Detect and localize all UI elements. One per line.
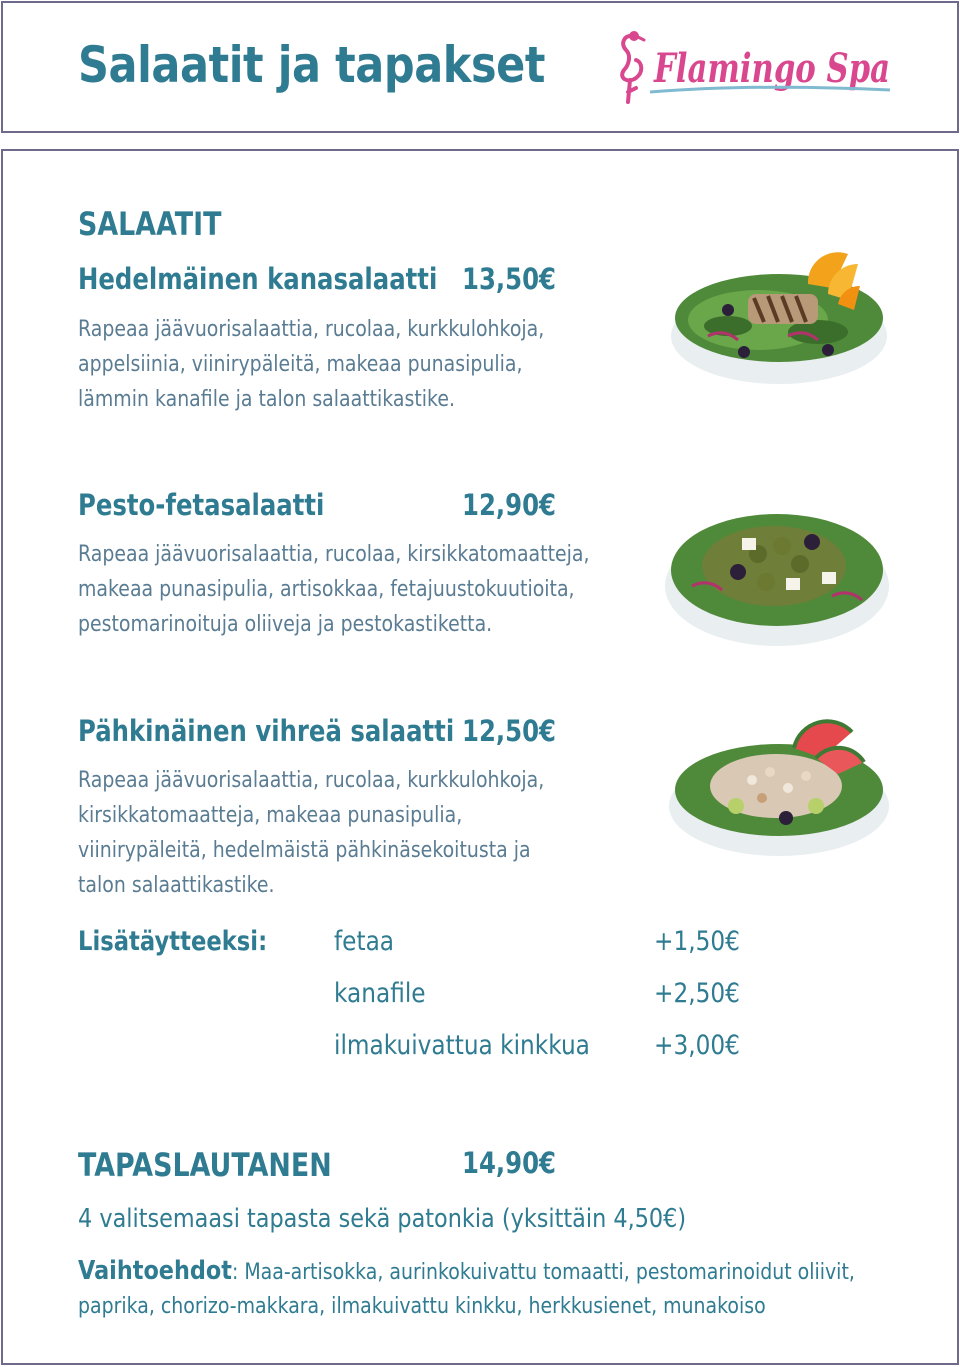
menu-item-description <box>78 537 646 642</box>
extra-item-name: kanafile <box>334 978 426 1009</box>
nutty-green-salad-image <box>666 710 892 860</box>
tapas-alternatives-line-2: paprika, chorizo-makkara, ilmakuivattu kinkku, herkkusienet, munakoiso <box>78 1294 766 1319</box>
extra-item-price: +2,50€ <box>654 978 740 1009</box>
chicken-fruit-salad-image <box>668 246 890 388</box>
description-line: appelsiinia, viinirypäleitä, makeaa punasipulia, <box>78 352 523 377</box>
alternatives-text: Maa-artisokka, aurinkokuivattu tomaatti, pestomarinoidut oliivit, <box>244 1260 855 1285</box>
description-line: Rapeaa jäävuorisalaattia, rucolaa, kirsikkatomaatteja, <box>78 542 590 567</box>
description-line: viinirypäleitä, hedelmäistä pähkinäsekoitusta ja <box>78 838 531 863</box>
logo-text: Flamingo Spa <box>653 45 890 92</box>
tapas-alternatives-line: Vaihtoehdot: Maa-artisokka, aurinkokuivattu tomaatti, pestomarinoidut oliivit, <box>78 1256 855 1286</box>
page-title: Salaatit ja tapakset <box>78 36 545 94</box>
flamingo-icon <box>622 33 644 102</box>
menu-item-name: Pesto-fetasalaatti <box>78 488 325 522</box>
description-line: lämmin kanafile ja talon salaattikastike. <box>78 387 456 412</box>
extra-item-price: +1,50€ <box>654 926 740 957</box>
description-line: talon salaattikastike. <box>78 873 275 898</box>
menu-item-description <box>78 312 646 417</box>
menu-item-name: Pähkinäinen vihreä salaatti <box>78 714 455 748</box>
tapas-price: 14,90€ <box>462 1146 557 1180</box>
description-line: makeaa punasipulia, artisokkaa, fetajuustokuutioita, <box>78 577 575 602</box>
description-line: Rapeaa jäävuorisalaattia, rucolaa, kurkkulohkoja, <box>78 317 545 342</box>
pesto-feta-salad-image <box>662 486 892 652</box>
extras-label: Lisätäytteeksi: <box>78 926 268 957</box>
alternatives-label: Vaihtoehdot <box>78 1256 232 1286</box>
extra-item-name: fetaa <box>334 926 395 957</box>
tapas-title: TAPASLAUTANEN <box>78 1146 332 1184</box>
menu-item-price: 13,50€ <box>462 262 557 296</box>
menu-item-name: Hedelmäinen kanasalaatti <box>78 262 438 296</box>
extra-item-name: ilmakuivattua kinkkua <box>334 1030 590 1061</box>
menu-item-description <box>78 763 646 903</box>
menu-item-price: 12,90€ <box>462 488 557 522</box>
description-line: pestomarinoituja oliiveja ja pestokastiketta. <box>78 612 493 637</box>
flamingo-spa-logo <box>606 26 896 106</box>
extra-item-price: +3,00€ <box>654 1030 740 1061</box>
tapas-description: 4 valitsemaasi tapasta sekä patonkia (yksittäin 4,50€) <box>78 1204 687 1234</box>
description-line: Rapeaa jäävuorisalaattia, rucolaa, kurkkulohkoja, <box>78 768 545 793</box>
description-line: kirsikkatomaatteja, makeaa punasipulia, <box>78 803 463 828</box>
menu-item-price: 12,50€ <box>462 714 557 748</box>
salads-section-title: SALAATIT <box>78 205 222 243</box>
